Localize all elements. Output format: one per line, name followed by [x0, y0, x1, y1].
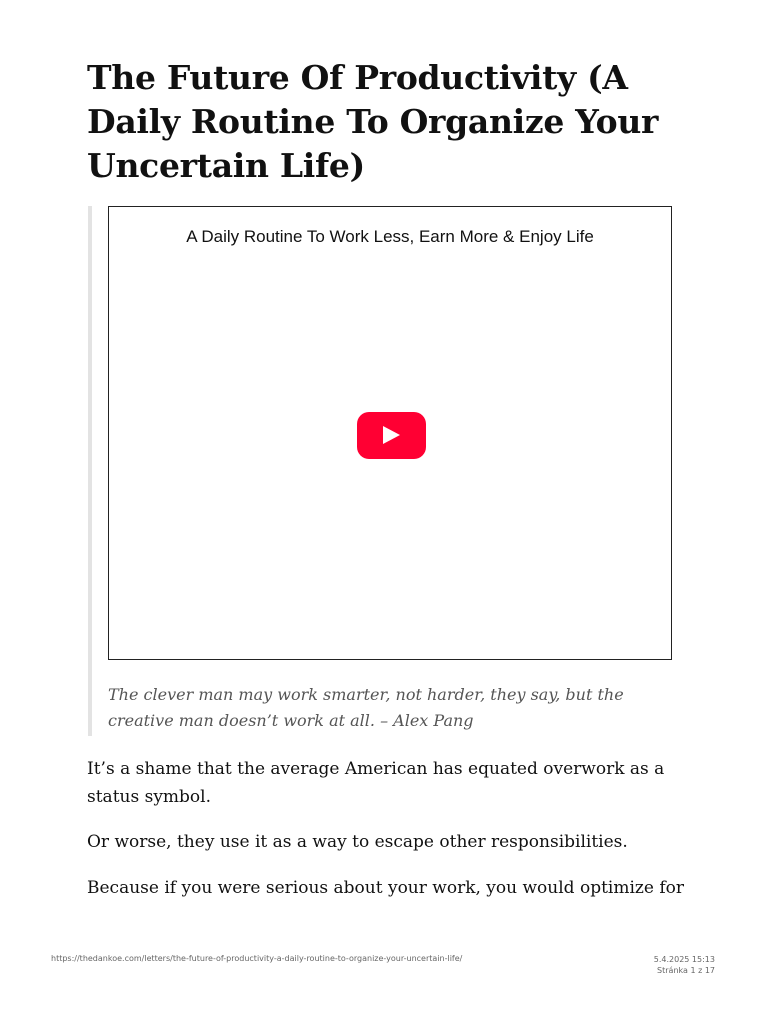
blockquote — [88, 206, 692, 736]
paragraph: It’s a shame that the average American has equated overwork as a status symbol. — [87, 759, 665, 807]
play-triangle-icon — [383, 426, 400, 444]
video-title[interactable]: A Daily Routine To Work Less, Earn More & Enjoy Life — [186, 227, 594, 246]
footer-page-number: Stránka 1 z 17 — [657, 966, 715, 975]
footer-url[interactable]: https://thedankoe.com/letters/the-future-of-productivity-a-daily-routine-to-organize-your-uncertain-life/ — [51, 954, 463, 963]
footer-meta — [654, 954, 715, 976]
youtube-play-icon[interactable] — [357, 412, 426, 459]
video-embed[interactable] — [108, 206, 672, 660]
footer-datetime: 5.4.2025 15:13 — [653, 955, 715, 964]
paragraph: Or worse, they use it as a way to escape other responsibilities. — [87, 832, 628, 852]
paragraph: Because if you were serious about your work, you would optimize for — [87, 878, 684, 898]
quote-text: The clever man may work smarter, not harder, they say, but the creative man doesn’t work at all. – Alex Pang — [108, 685, 624, 730]
page-title: The Future Of Productivity (A Daily Routine To Organize Your Uncertain Life) — [87, 58, 659, 185]
